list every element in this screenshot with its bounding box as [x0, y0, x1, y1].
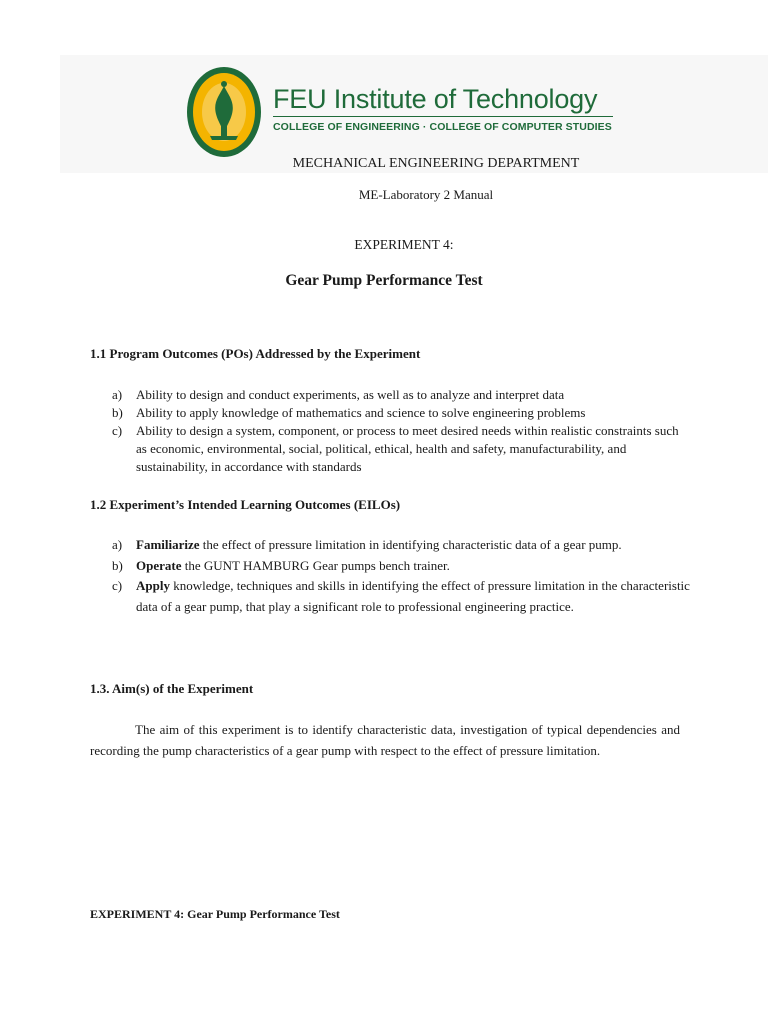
- learning-outcomes-list: [92, 535, 692, 617]
- list-item-text: knowledge, techniques and skills in identifying the effect of pressure limitation in the characteristic data of a gear pump, that play a significant role to professional engineering practice.: [136, 578, 690, 614]
- outcome-verb: Apply: [136, 578, 170, 593]
- outcome-verb: Familiarize: [136, 537, 200, 552]
- experiment-label: EXPERIMENT 4:: [354, 237, 454, 252]
- program-outcomes-list: [92, 386, 692, 476]
- brand-subtitle: COLLEGE OF ENGINEERING · COLLEGE OF COMPUTER STUDIES: [273, 121, 612, 133]
- list-item: [92, 386, 692, 404]
- list-item-text: the effect of pressure limitation in identifying characteristic data of a gear pump.: [199, 537, 622, 552]
- list-item: [92, 556, 692, 577]
- section-heading-pos: 1.1 Program Outcomes (POs) Addressed by the Experiment: [90, 346, 421, 361]
- list-marker: a): [112, 387, 123, 402]
- brand-divider: [273, 116, 613, 117]
- page-footer: EXPERIMENT 4: Gear Pump Performance Test: [90, 907, 340, 921]
- section-heading-eilos: 1.2 Experiment’s Intended Learning Outcomes (EILOs): [90, 497, 401, 512]
- list-item: [92, 404, 692, 422]
- list-marker: b): [112, 557, 123, 573]
- brand-name: FEU Institute of Technology: [273, 84, 598, 114]
- department-heading: MECHANICAL ENGINEERING DEPARTMENT: [292, 156, 580, 171]
- list-item-text: Ability to design a system, component, or process to meet desired needs within realistic constraints such as economic, environmental, social, political, ethical, health and safety, manufacturability, and sustainability, in accordance with standards: [136, 423, 679, 474]
- university-seal-logo: [186, 66, 262, 158]
- list-marker: c): [112, 578, 123, 593]
- outcome-verb: Operate: [136, 557, 182, 573]
- list-marker: c): [112, 423, 123, 438]
- document-title: Gear Pump Performance Test: [285, 272, 483, 289]
- manual-name: ME-Laboratory 2 Manual: [358, 187, 494, 202]
- list-item: [92, 422, 692, 476]
- list-item-text: Ability to design and conduct experiments, as well as to analyze and interpret data: [136, 387, 565, 402]
- list-item: [92, 535, 692, 556]
- aim-paragraph: The aim of this experiment is to identify characteristic data, investigation of typical dependencies and recording the pump characteristics of a gear pump with respect to the effect of pressure limitation.: [90, 722, 680, 758]
- list-marker: b): [112, 405, 123, 420]
- list-item-text: the GUNT HAMBURG Gear pumps bench trainer.: [181, 557, 450, 573]
- list-item: [92, 576, 692, 617]
- list-item-text: Ability to apply knowledge of mathematics and science to solve engineering problems: [136, 405, 586, 420]
- section-heading-aims: 1.3. Aim(s) of the Experiment: [90, 681, 254, 696]
- list-marker: a): [112, 537, 123, 552]
